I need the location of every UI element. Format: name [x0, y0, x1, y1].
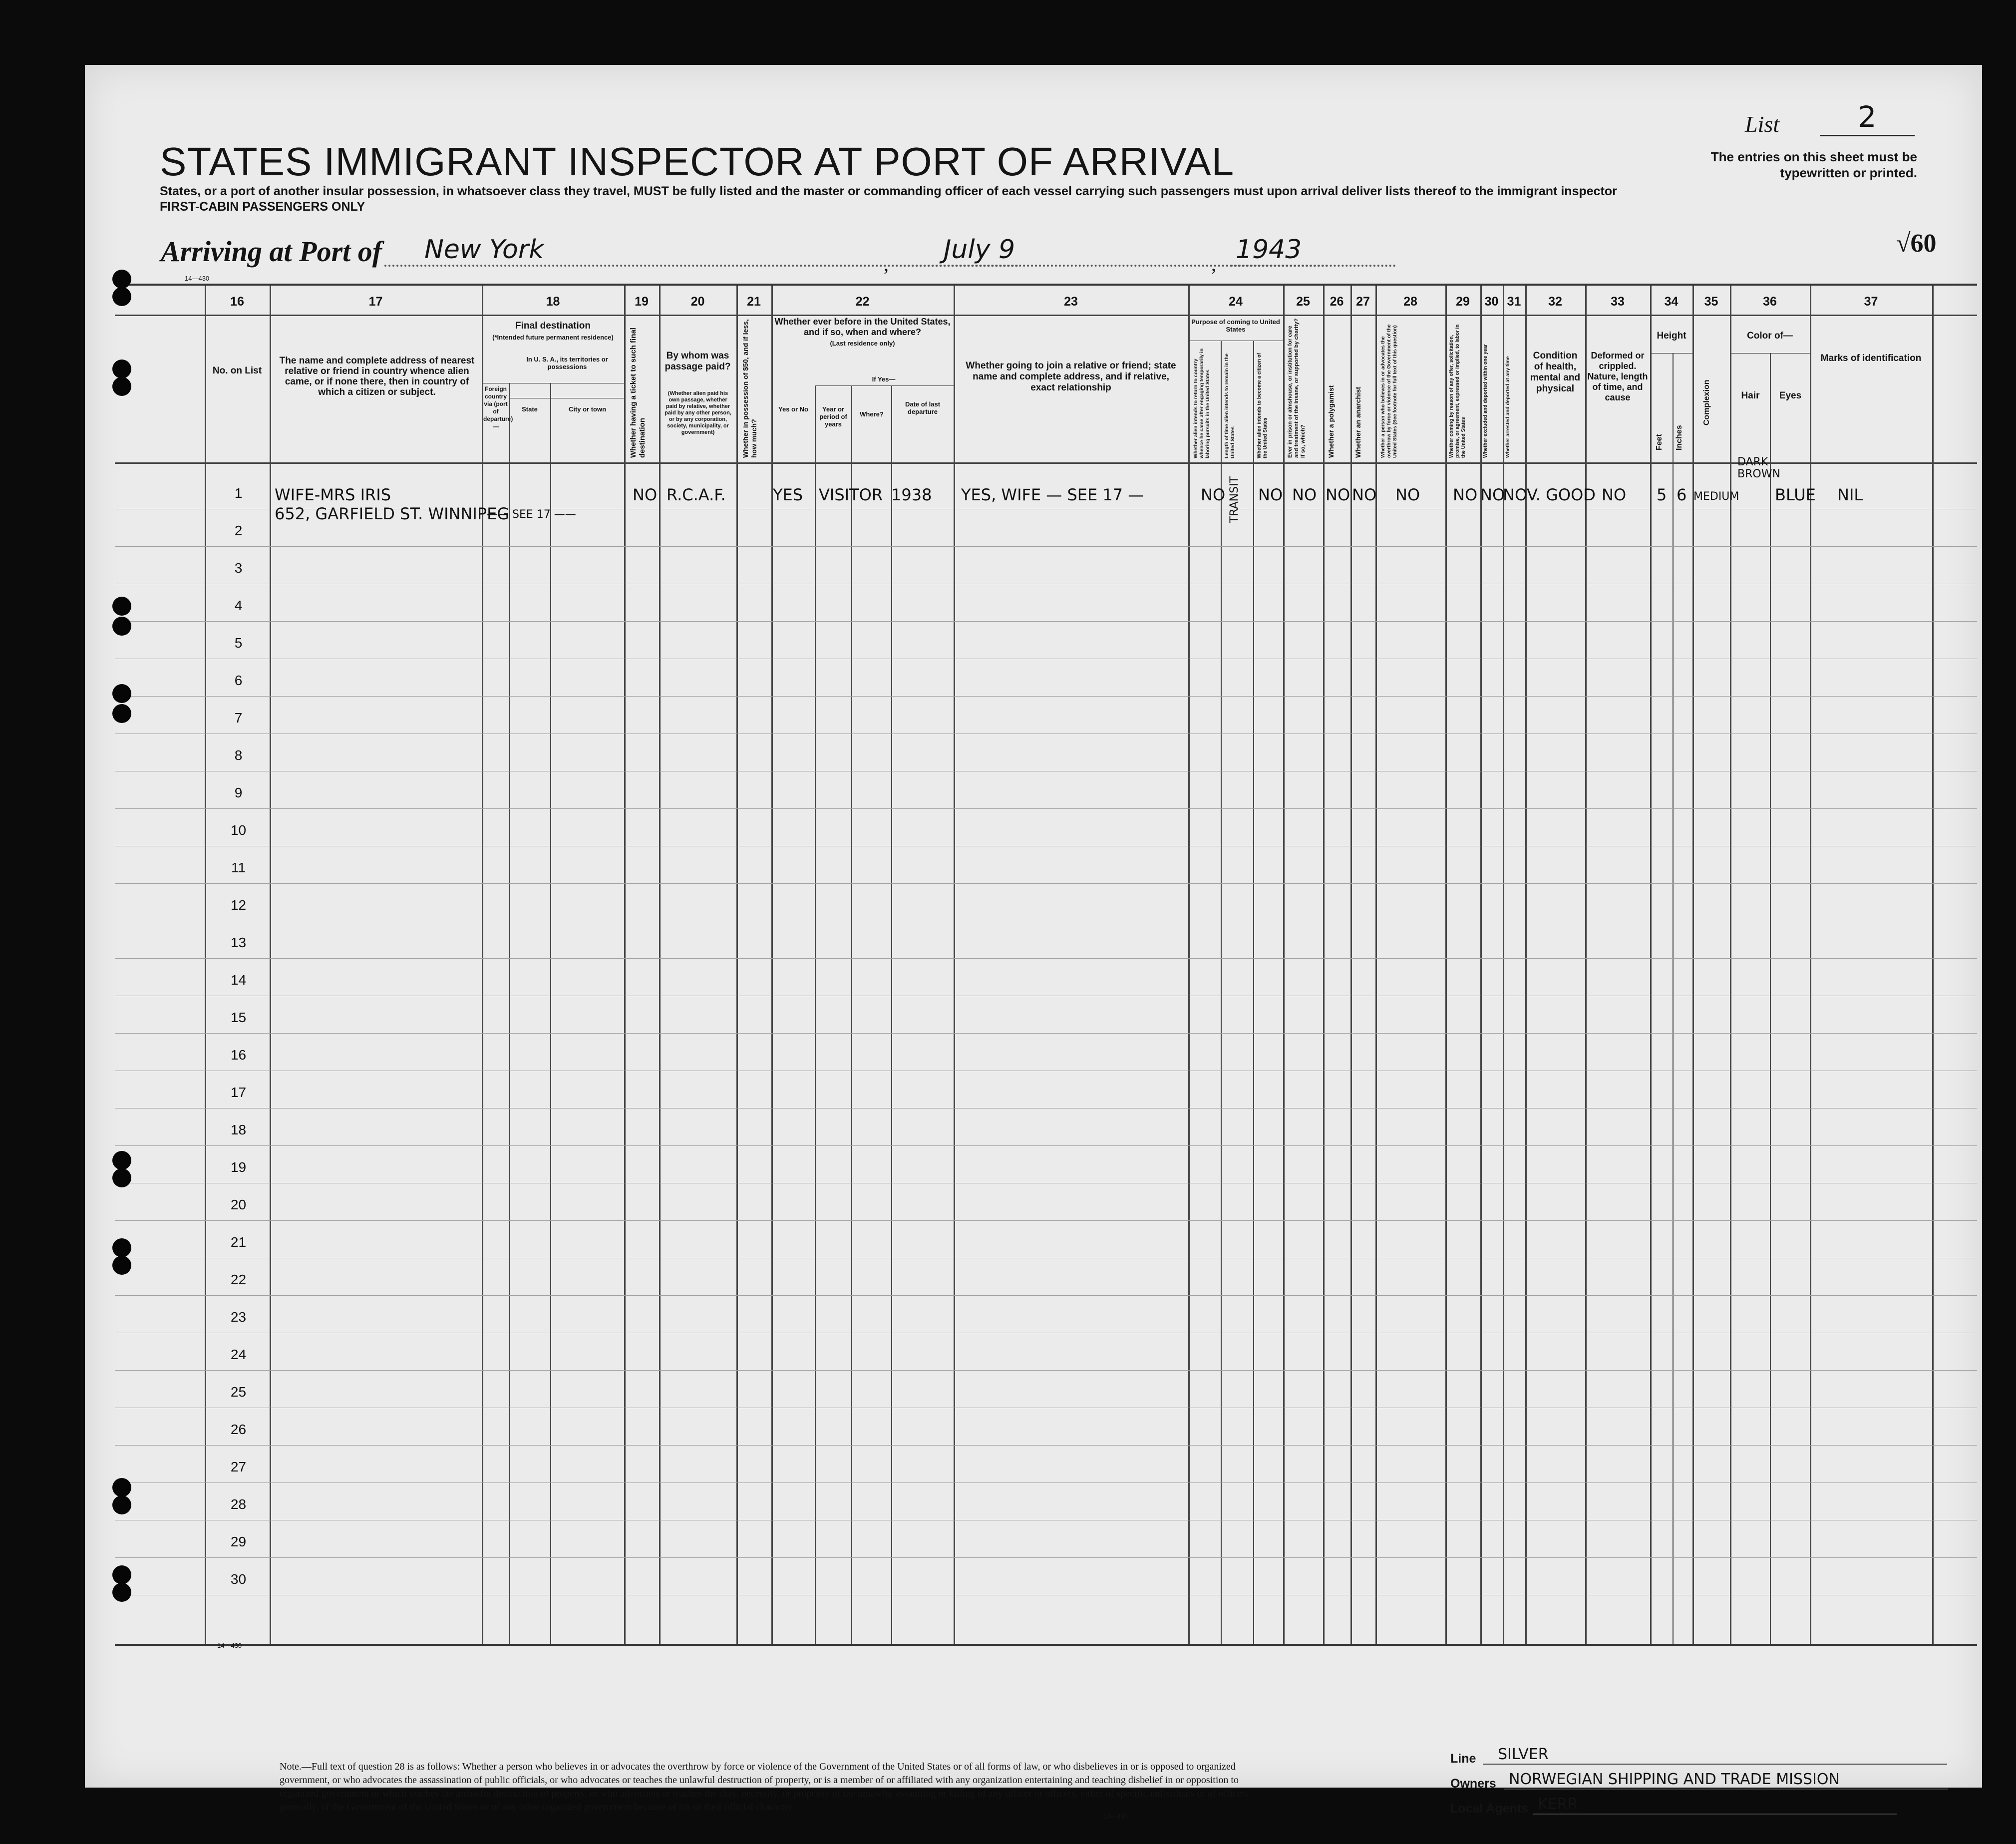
header-state: State [522, 405, 538, 413]
col-divider [1323, 286, 1325, 1644]
intro-line-2: FIRST-CABIN PASSENGERS ONLY [160, 200, 365, 214]
col-divider [1445, 286, 1447, 1644]
arriving-label: Arriving at Port of [161, 235, 382, 268]
col-divider [1692, 286, 1694, 1644]
row-number: 25 [230, 1384, 247, 1400]
header-ticket: Whether having a ticket to such final destination [629, 328, 647, 458]
entry-before-yes: YES [773, 485, 803, 504]
port-field: New York [384, 235, 1018, 267]
col-subdivider [891, 385, 892, 1644]
punch-hole [112, 270, 131, 289]
entry-hair: DARK BROWN [1737, 456, 1780, 480]
row-number: 11 [231, 860, 246, 875]
col-divider [624, 286, 626, 1644]
row-number: 19 [230, 1159, 247, 1175]
header-height: Height [1657, 331, 1686, 341]
entry-before-period: VISITOR [819, 485, 883, 504]
col-number: 19 [635, 295, 649, 309]
entry-feet: 5 [1657, 485, 1667, 504]
col-divider [1932, 286, 1934, 1644]
header-offer: Whether coming by reason of any offer, solicitation, promise, or agreement, expressed or implied, to labor in the United States [1449, 324, 1466, 458]
list-label: List [1745, 111, 1780, 137]
punch-hole [112, 1256, 131, 1275]
entry-prison: NO [1292, 485, 1317, 504]
col-subdivider [509, 383, 510, 1644]
footnote-q28: Note.—Full text of question 28 is as follows: Whether a person who believes in or advocates the overthrow by force or violence of the Government of the United States or of all forms of law, or who disbelieves in or is opposed to organized government, or who advocates the assassination of public officials, or who advocates or teaches the unlawful destruction of property, or is a member of or affiliated with any organization entertaining and teaching disbelief in or opposition to organized government or which teaches the unlawful destruction of property, or who advocates or teaches the duty, necessity, or propriety of the unlawful assaulting or killing of any officer or officers, either of specific individuals or of officers generally, of the Government of the United States or of any other organized government because of his or their official character. [280, 1761, 1249, 1813]
row-rule [115, 1445, 1977, 1446]
form-number-top: 14—430 [185, 275, 210, 282]
col-divider [205, 286, 206, 1644]
intro-line-1: States, or a port of another insular possession, in whatsoever class they travel, MUST be fully listed and the master or commanding officer of each vessel carrying such passengers must upon arrival deliver lists thereof to the immigrant inspector [160, 184, 1617, 198]
list-number: 2 [1820, 100, 1915, 136]
date-field: July 9 [904, 235, 1328, 267]
header-ever-before: Whether ever before in the United States, and if so, when and where? [774, 317, 951, 337]
col-number: 22 [855, 295, 870, 309]
col-number: 16 [230, 295, 244, 309]
header-final-destination-sub: (*Intended future permanent residence) [492, 334, 614, 341]
header-join-relative: Whether going to join a relative or friend; state name and complete address, and if relative, exact relationship [966, 361, 1176, 393]
form-intro [160, 184, 1757, 215]
row-number: 29 [230, 1534, 247, 1549]
row-number: 14 [230, 972, 247, 988]
entry-overthrow: NO [1395, 485, 1420, 504]
entry-marks: NIL [1837, 485, 1863, 504]
row-rule [115, 958, 1977, 959]
col-divider [1188, 286, 1190, 1644]
header-city: City or town [568, 405, 607, 413]
row-rule [115, 621, 1977, 622]
line-value: SILVER [1483, 1746, 1947, 1765]
header-date-departure: Date of last departure [905, 400, 941, 415]
header-no-on-list: No. on List [212, 366, 262, 376]
row-rule [115, 883, 1977, 884]
header-separator-2 [115, 462, 1977, 464]
col-number: 32 [1548, 295, 1562, 309]
header-color-of: Color of— [1747, 331, 1793, 341]
col-divider [270, 286, 271, 1644]
row-number: 26 [230, 1422, 247, 1437]
form-number-bottom: 14—430 [1103, 1813, 1128, 1820]
header-in-usa: In U. S. A., its territories or possessions [526, 356, 608, 370]
header-prison: Ever in prison or almshouse, or institution for care and treatment of the insane, or supported by charity? If so, which? [1287, 318, 1306, 458]
punch-hole [112, 684, 131, 703]
col-number: 23 [1064, 295, 1078, 309]
col-subdivider [550, 383, 551, 1644]
col-number: 35 [1704, 295, 1718, 309]
row-number: 28 [230, 1496, 247, 1512]
entry-polygamist: NO [1326, 485, 1350, 504]
row-rule [115, 1295, 1977, 1296]
col-divider [659, 286, 661, 1644]
row-number: 13 [230, 935, 247, 950]
local-agents-value: KERR [1533, 1796, 1897, 1815]
header-purpose: Purpose of coming to United States [1191, 318, 1280, 333]
row-number: 8 [234, 747, 243, 763]
entry-destination: —— SEE 17 —— [487, 508, 576, 521]
typewritten-instruction: The entries on this sheet must be typewritten or printed. [1710, 149, 1917, 180]
row-number: 22 [230, 1272, 247, 1287]
col-divider [482, 286, 483, 1644]
header-deformed: Deformed or crippled. Nature, length of time, and cause [1587, 351, 1648, 402]
row-rule [115, 1557, 1977, 1558]
col-number: 31 [1507, 295, 1521, 309]
col-number: 34 [1664, 295, 1679, 309]
entry-excluded: NO [1480, 485, 1505, 504]
header-purpose-return: Whether alien intends to return to country whence he came after engaging temporarily in laboring pursuits in the United States [1193, 348, 1211, 458]
row-number: 3 [234, 560, 243, 576]
col-subdivider [851, 385, 852, 1644]
row-number: 2 [234, 523, 243, 538]
row-rule [115, 1145, 1977, 1146]
header-foreign-country: Foreign country via (port of departure)— [483, 385, 513, 430]
col-divider [1283, 286, 1285, 1644]
col-number: 30 [1484, 295, 1499, 309]
entry-ticket: NO [633, 485, 658, 504]
col-divider [1650, 286, 1652, 1644]
header-inches: Inches [1675, 425, 1683, 450]
comma-1: , [884, 253, 889, 275]
manifest-table [115, 284, 1977, 1646]
row-number: 18 [230, 1122, 247, 1137]
col-number: 29 [1456, 295, 1470, 309]
owners-value: NORWEGIAN SHIPPING AND TRADE MISSION [1504, 1771, 1948, 1790]
col-divider [954, 286, 955, 1644]
col-number: 33 [1611, 295, 1625, 309]
row-number: 12 [230, 897, 247, 913]
row-rule [115, 1370, 1977, 1371]
punch-hole [112, 1151, 131, 1170]
entry-passage-paid: R.C.A.F. [667, 485, 726, 504]
row-rule [115, 696, 1977, 697]
header-last-residence: (Last residence only) [830, 340, 895, 347]
entry-health: V. GOOD [1527, 485, 1596, 504]
col-divider [1730, 286, 1731, 1644]
row-number: 21 [230, 1234, 247, 1250]
header-overthrow: Whether a person who believes in or advocates the overthrow by force or violence of the Government of the United States (See footnote for full text of this question) [1380, 324, 1398, 458]
header-health: Condition of health, mental and physical [1530, 351, 1581, 394]
row-number: 1 [234, 485, 243, 501]
punch-hole [112, 287, 131, 306]
header-polygamist: Whether a polygamist [1327, 385, 1335, 458]
punch-hole [112, 1583, 131, 1602]
entry-join-relative: YES, WIFE — SEE 17 — [961, 485, 1144, 504]
col-number: 28 [1403, 295, 1417, 309]
header-separator-1 [115, 315, 1977, 316]
entry-offer: NO [1453, 485, 1478, 504]
header-hair: Hair [1741, 390, 1760, 401]
punch-hole [112, 1495, 131, 1514]
header-purpose-citizen: Whether alien intends to become a citizen of the United States [1257, 353, 1268, 458]
subhead-rule [815, 385, 954, 386]
form-title: STATES IMMIGRANT INSPECTOR AT PORT OF ARRIVAL [160, 139, 1235, 184]
entry-purpose-return: NO [1201, 485, 1226, 504]
col-number: 21 [747, 295, 761, 309]
entry-inches: 6 [1677, 485, 1687, 504]
row-number: 10 [230, 822, 247, 838]
row-rule [115, 1482, 1977, 1483]
punch-hole [112, 1238, 131, 1257]
row-number: 15 [230, 1010, 247, 1025]
row-number: 9 [234, 785, 243, 800]
header-final-destination: Final destination [515, 321, 591, 331]
header-nearest-relative: The name and complete address of nearest relative or friend in country whence alien came, or if none there, then in country of which a citizen or subject. [279, 356, 475, 397]
header-anarchist: Whether an anarchist [1354, 386, 1362, 458]
year-field: 1943 [1231, 235, 1395, 267]
col-number: 20 [690, 295, 705, 309]
page-number: √60 [1896, 229, 1937, 258]
punch-hole [112, 704, 131, 723]
row-number: 4 [234, 598, 243, 613]
entry-before-year: 1938 [891, 485, 932, 504]
col-divider [736, 286, 738, 1644]
local-agents-label: Local Agents [1450, 1802, 1529, 1816]
entry-arrested: NO [1503, 485, 1528, 504]
punch-hole [112, 1565, 131, 1584]
punch-hole [112, 360, 131, 378]
punch-hole [112, 597, 131, 616]
header-complexion: Complexion [1702, 379, 1711, 425]
header-arrested: Whether arrested and deported at any time [1505, 356, 1511, 458]
col-number: 27 [1356, 295, 1370, 309]
owners-label: Owners [1450, 1777, 1496, 1791]
punch-hole [112, 617, 131, 636]
row-rule [115, 1220, 1977, 1221]
row-number: 17 [230, 1085, 247, 1100]
header-purpose-length: Length of time alien intends to remain in the United States [1224, 353, 1236, 458]
col-number: 25 [1296, 295, 1310, 309]
row-number: 20 [230, 1197, 247, 1212]
header-yes-or-no: Yes or No [778, 405, 808, 413]
punch-hole [112, 1478, 131, 1497]
punch-hole [112, 1168, 131, 1187]
manifest-sheet [85, 65, 1982, 1820]
punch-hole [112, 377, 131, 396]
row-number: 16 [230, 1047, 247, 1063]
col-number: 24 [1229, 295, 1243, 309]
col-number: 36 [1763, 295, 1777, 309]
header-eyes: Eyes [1779, 390, 1802, 401]
row-number: 24 [230, 1347, 247, 1362]
entry-anarchist: NO [1352, 485, 1377, 504]
col-number: 37 [1864, 295, 1878, 309]
entry-relative-line-1: WIFE-MRS IRIS [275, 485, 391, 504]
header-excluded: Whether excluded and deported within one year [1483, 344, 1488, 458]
entry-deformed: NO [1602, 485, 1627, 504]
header-where: Where? [860, 410, 884, 418]
row-rule [115, 1033, 1977, 1034]
col-number: 17 [368, 295, 383, 309]
row-number: 30 [230, 1571, 247, 1587]
header-marks: Marks of identification [1820, 353, 1922, 364]
header-possession-50: Whether in possession of $50, and if less, how much? [741, 319, 758, 458]
col-number: 26 [1330, 295, 1344, 309]
row-number: 6 [234, 673, 243, 688]
header-passage-paid-sub: (Whether alien paid his own passage, whether paid by relative, whether paid by any other person, or by any corporation, society, municipality, or government) [665, 390, 731, 435]
col-number: 18 [546, 295, 560, 309]
form-number-bottom-left: 14—430 [217, 1642, 242, 1649]
row-number: 27 [230, 1459, 247, 1475]
header-feet: Feet [1655, 434, 1664, 450]
entry-complexion: MEDIUM [1693, 490, 1739, 503]
header-passage-paid: By whom was passage paid? [665, 351, 731, 372]
col-subdivider [815, 385, 816, 1644]
row-number: 5 [234, 635, 243, 651]
entry-eyes: BLUE [1775, 485, 1816, 504]
header-year-period: Year or period of years [819, 405, 847, 428]
col-subdivider [1253, 341, 1254, 1644]
comma-2: , [1211, 253, 1216, 275]
line-label: Line [1450, 1752, 1476, 1766]
header-if-yes: If Yes— [872, 375, 896, 383]
row-rule [115, 808, 1977, 809]
col-subdivider [1221, 341, 1222, 1644]
row-number: 23 [230, 1309, 247, 1325]
row-number: 7 [234, 710, 243, 726]
entry-purpose-citizen: NO [1258, 485, 1283, 504]
entry-purpose-length: TRANSIT [1228, 476, 1241, 523]
subhead-rule [1730, 353, 1810, 354]
row-rule [115, 546, 1977, 547]
entry-relative-line-2: 652, GARFIELD ST. WINNIPEG [275, 504, 510, 523]
subhead-rule [1650, 353, 1692, 354]
